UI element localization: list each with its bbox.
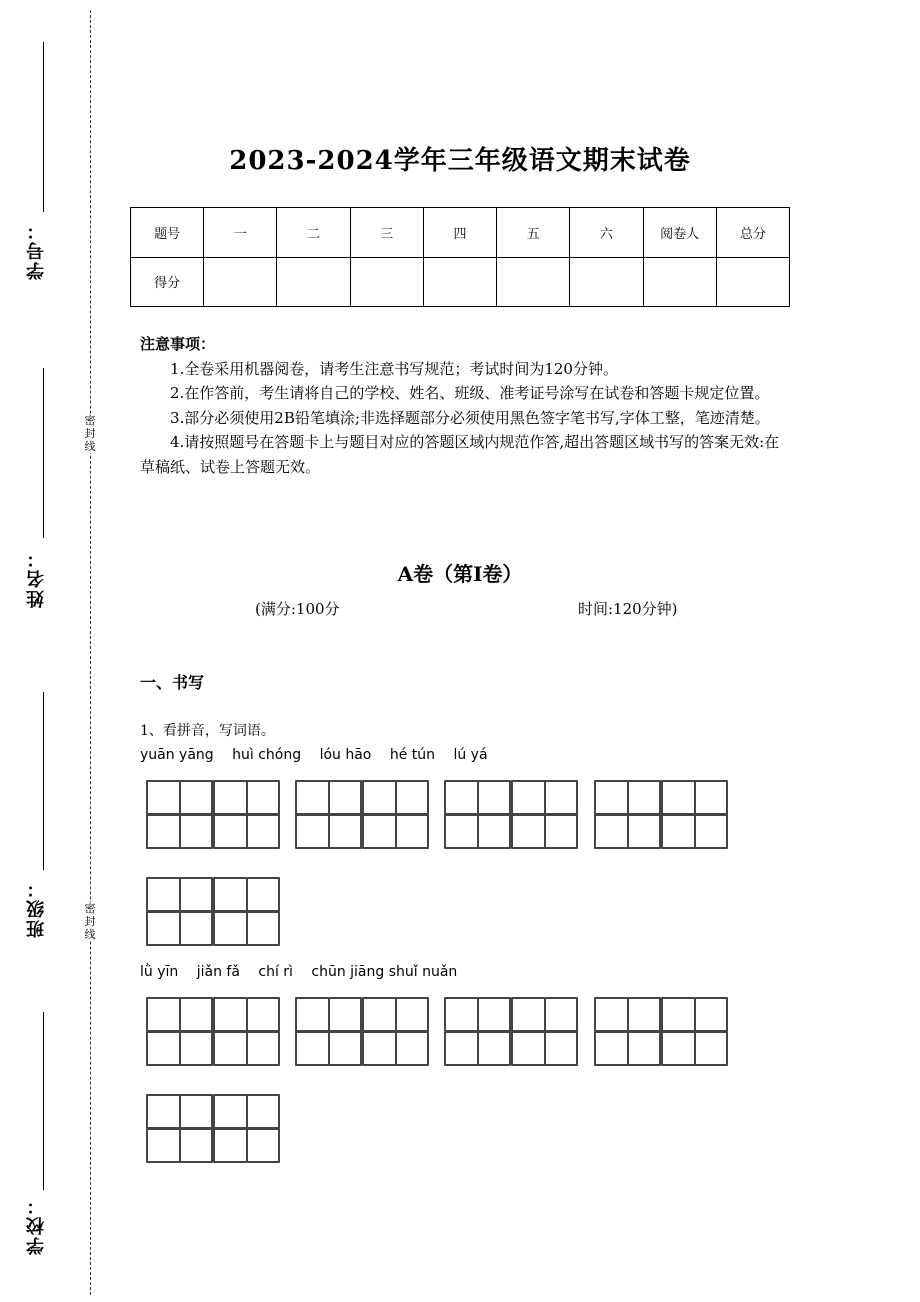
tian-grid-cell[interactable]	[146, 1031, 213, 1066]
name-label: 姓名：	[26, 548, 47, 608]
class-line	[43, 692, 44, 870]
tian-grid-cell[interactable]	[213, 814, 280, 849]
table-cell: 阅卷人	[643, 208, 716, 258]
note-item: 1.全卷采用机器阅卷，请考生注意书写规范；考试时间为120分钟。	[170, 359, 618, 378]
score-cell[interactable]	[570, 257, 643, 307]
part-heading: 一、书写	[140, 673, 205, 692]
pinyin-row-2	[140, 964, 471, 980]
tian-grid-cell[interactable]	[444, 1031, 511, 1066]
pinyin-word: lǜ yīn	[140, 964, 179, 980]
question-text: 1、看拼音，写词语。	[140, 723, 275, 739]
tian-grid-cell[interactable]	[146, 1128, 213, 1163]
seal-mark-bottom: 密封线	[82, 902, 98, 941]
tian-grid-cell[interactable]	[213, 1094, 280, 1129]
tian-grid-cell[interactable]	[295, 780, 362, 815]
notes-heading: 注意事项：	[140, 335, 216, 353]
tian-grid-cell[interactable]	[213, 780, 280, 815]
pinyin-word: lóu hāo	[319, 747, 372, 763]
pinyin-word: chūn jiāng shuǐ nuǎn	[311, 964, 458, 980]
school-label: 学校：	[26, 1195, 47, 1255]
tian-grid-cell[interactable]	[146, 814, 213, 849]
tian-grid-cell[interactable]	[661, 997, 728, 1032]
table-cell: 六	[570, 208, 643, 258]
tian-grid-cell[interactable]	[213, 877, 280, 912]
seal-mark-top: 密封线	[82, 414, 98, 453]
tian-grid-cell[interactable]	[295, 997, 362, 1032]
notes-block	[140, 332, 790, 479]
pinyin-word: hé tún	[389, 747, 435, 763]
tian-grid-cell[interactable]	[444, 780, 511, 815]
tian-grid-cell[interactable]	[362, 814, 429, 849]
score-cell[interactable]	[497, 257, 570, 307]
tian-grid-cell[interactable]	[146, 911, 213, 946]
tian-grid-cell[interactable]	[362, 780, 429, 815]
tian-grid-cell[interactable]	[661, 814, 728, 849]
note-item: 4.请按照题号在答题卡上与题目对应的答题区域内规范作答,超出答题区域书写的答案无效:在草稿纸、试卷上答题无效。	[140, 433, 780, 476]
tian-grid-cell[interactable]	[594, 1031, 661, 1066]
tian-grid-cell[interactable]	[295, 1031, 362, 1066]
note-item: 3.部分必须使用2B铅笔填涂;非选择题部分必须使用黑色签字笔书写,字体工整，笔迹清楚。	[170, 408, 770, 427]
table-cell: 题号	[131, 208, 204, 258]
score-cell[interactable]	[643, 257, 716, 307]
table-cell: 得分	[131, 257, 204, 307]
tian-grid-cell[interactable]	[146, 997, 213, 1032]
class-label: 班级：	[26, 878, 47, 938]
table-score-row	[131, 257, 790, 307]
tian-grid-cell[interactable]	[444, 997, 511, 1032]
tian-grid-cell[interactable]	[511, 1031, 578, 1066]
score-table	[130, 207, 790, 307]
pinyin-word: jiǎn fǎ	[196, 964, 240, 980]
note-item: 2.在作答前，考生请将自己的学校、姓名、班级、准考证号涂写在试卷和答题卡规定位置。	[170, 384, 770, 402]
tian-grid-cell[interactable]	[213, 1031, 280, 1066]
tian-grid-cell[interactable]	[511, 780, 578, 815]
tian-grid-cell[interactable]	[213, 997, 280, 1032]
tian-grid-cell[interactable]	[146, 780, 213, 815]
school-line	[43, 1012, 44, 1190]
tian-grid-cell[interactable]	[661, 780, 728, 815]
tian-grid-cell[interactable]	[444, 814, 511, 849]
tian-grid-cell[interactable]	[213, 1128, 280, 1163]
binding-dashed-line	[90, 10, 91, 1295]
name-line	[43, 368, 44, 538]
score-cell[interactable]	[423, 257, 496, 307]
student-id-label: 学号：	[26, 220, 47, 280]
exam-time: 时间:120分钟)	[578, 600, 678, 618]
full-score: (满分:100分	[255, 600, 340, 618]
pinyin-word: chí rì	[258, 964, 293, 980]
pinyin-word: lú yá	[453, 747, 488, 763]
tian-grid-cell[interactable]	[213, 911, 280, 946]
tian-grid-cell[interactable]	[146, 1094, 213, 1129]
score-cell[interactable]	[277, 257, 350, 307]
tian-grid-cell[interactable]	[146, 877, 213, 912]
exam-title: 2023-2024学年三年级语文期末试卷	[229, 146, 691, 176]
table-cell: 二	[277, 208, 350, 258]
table-header-row	[131, 208, 790, 258]
tian-grid-cell[interactable]	[295, 814, 362, 849]
tian-grid-cell[interactable]	[661, 1031, 728, 1066]
tian-grid-cell[interactable]	[511, 814, 578, 849]
pinyin-word: yuān yāng	[140, 747, 214, 763]
table-cell: 五	[497, 208, 570, 258]
section-title: A卷（第I卷）	[397, 562, 523, 586]
student-id-line	[43, 42, 44, 212]
table-cell: 三	[350, 208, 423, 258]
table-cell: 一	[204, 208, 277, 258]
tian-grid-cell[interactable]	[594, 814, 661, 849]
tian-grid-cell[interactable]	[362, 997, 429, 1032]
tian-grid-cell[interactable]	[594, 780, 661, 815]
table-cell: 总分	[716, 208, 789, 258]
score-cell[interactable]	[204, 257, 277, 307]
score-cell[interactable]	[716, 257, 789, 307]
pinyin-row-1	[140, 747, 502, 763]
table-cell: 四	[423, 208, 496, 258]
tian-grid-cell[interactable]	[511, 997, 578, 1032]
pinyin-word: huì chóng	[232, 747, 302, 763]
tian-grid-cell[interactable]	[594, 997, 661, 1032]
tian-grid-cell[interactable]	[362, 1031, 429, 1066]
score-cell[interactable]	[350, 257, 423, 307]
